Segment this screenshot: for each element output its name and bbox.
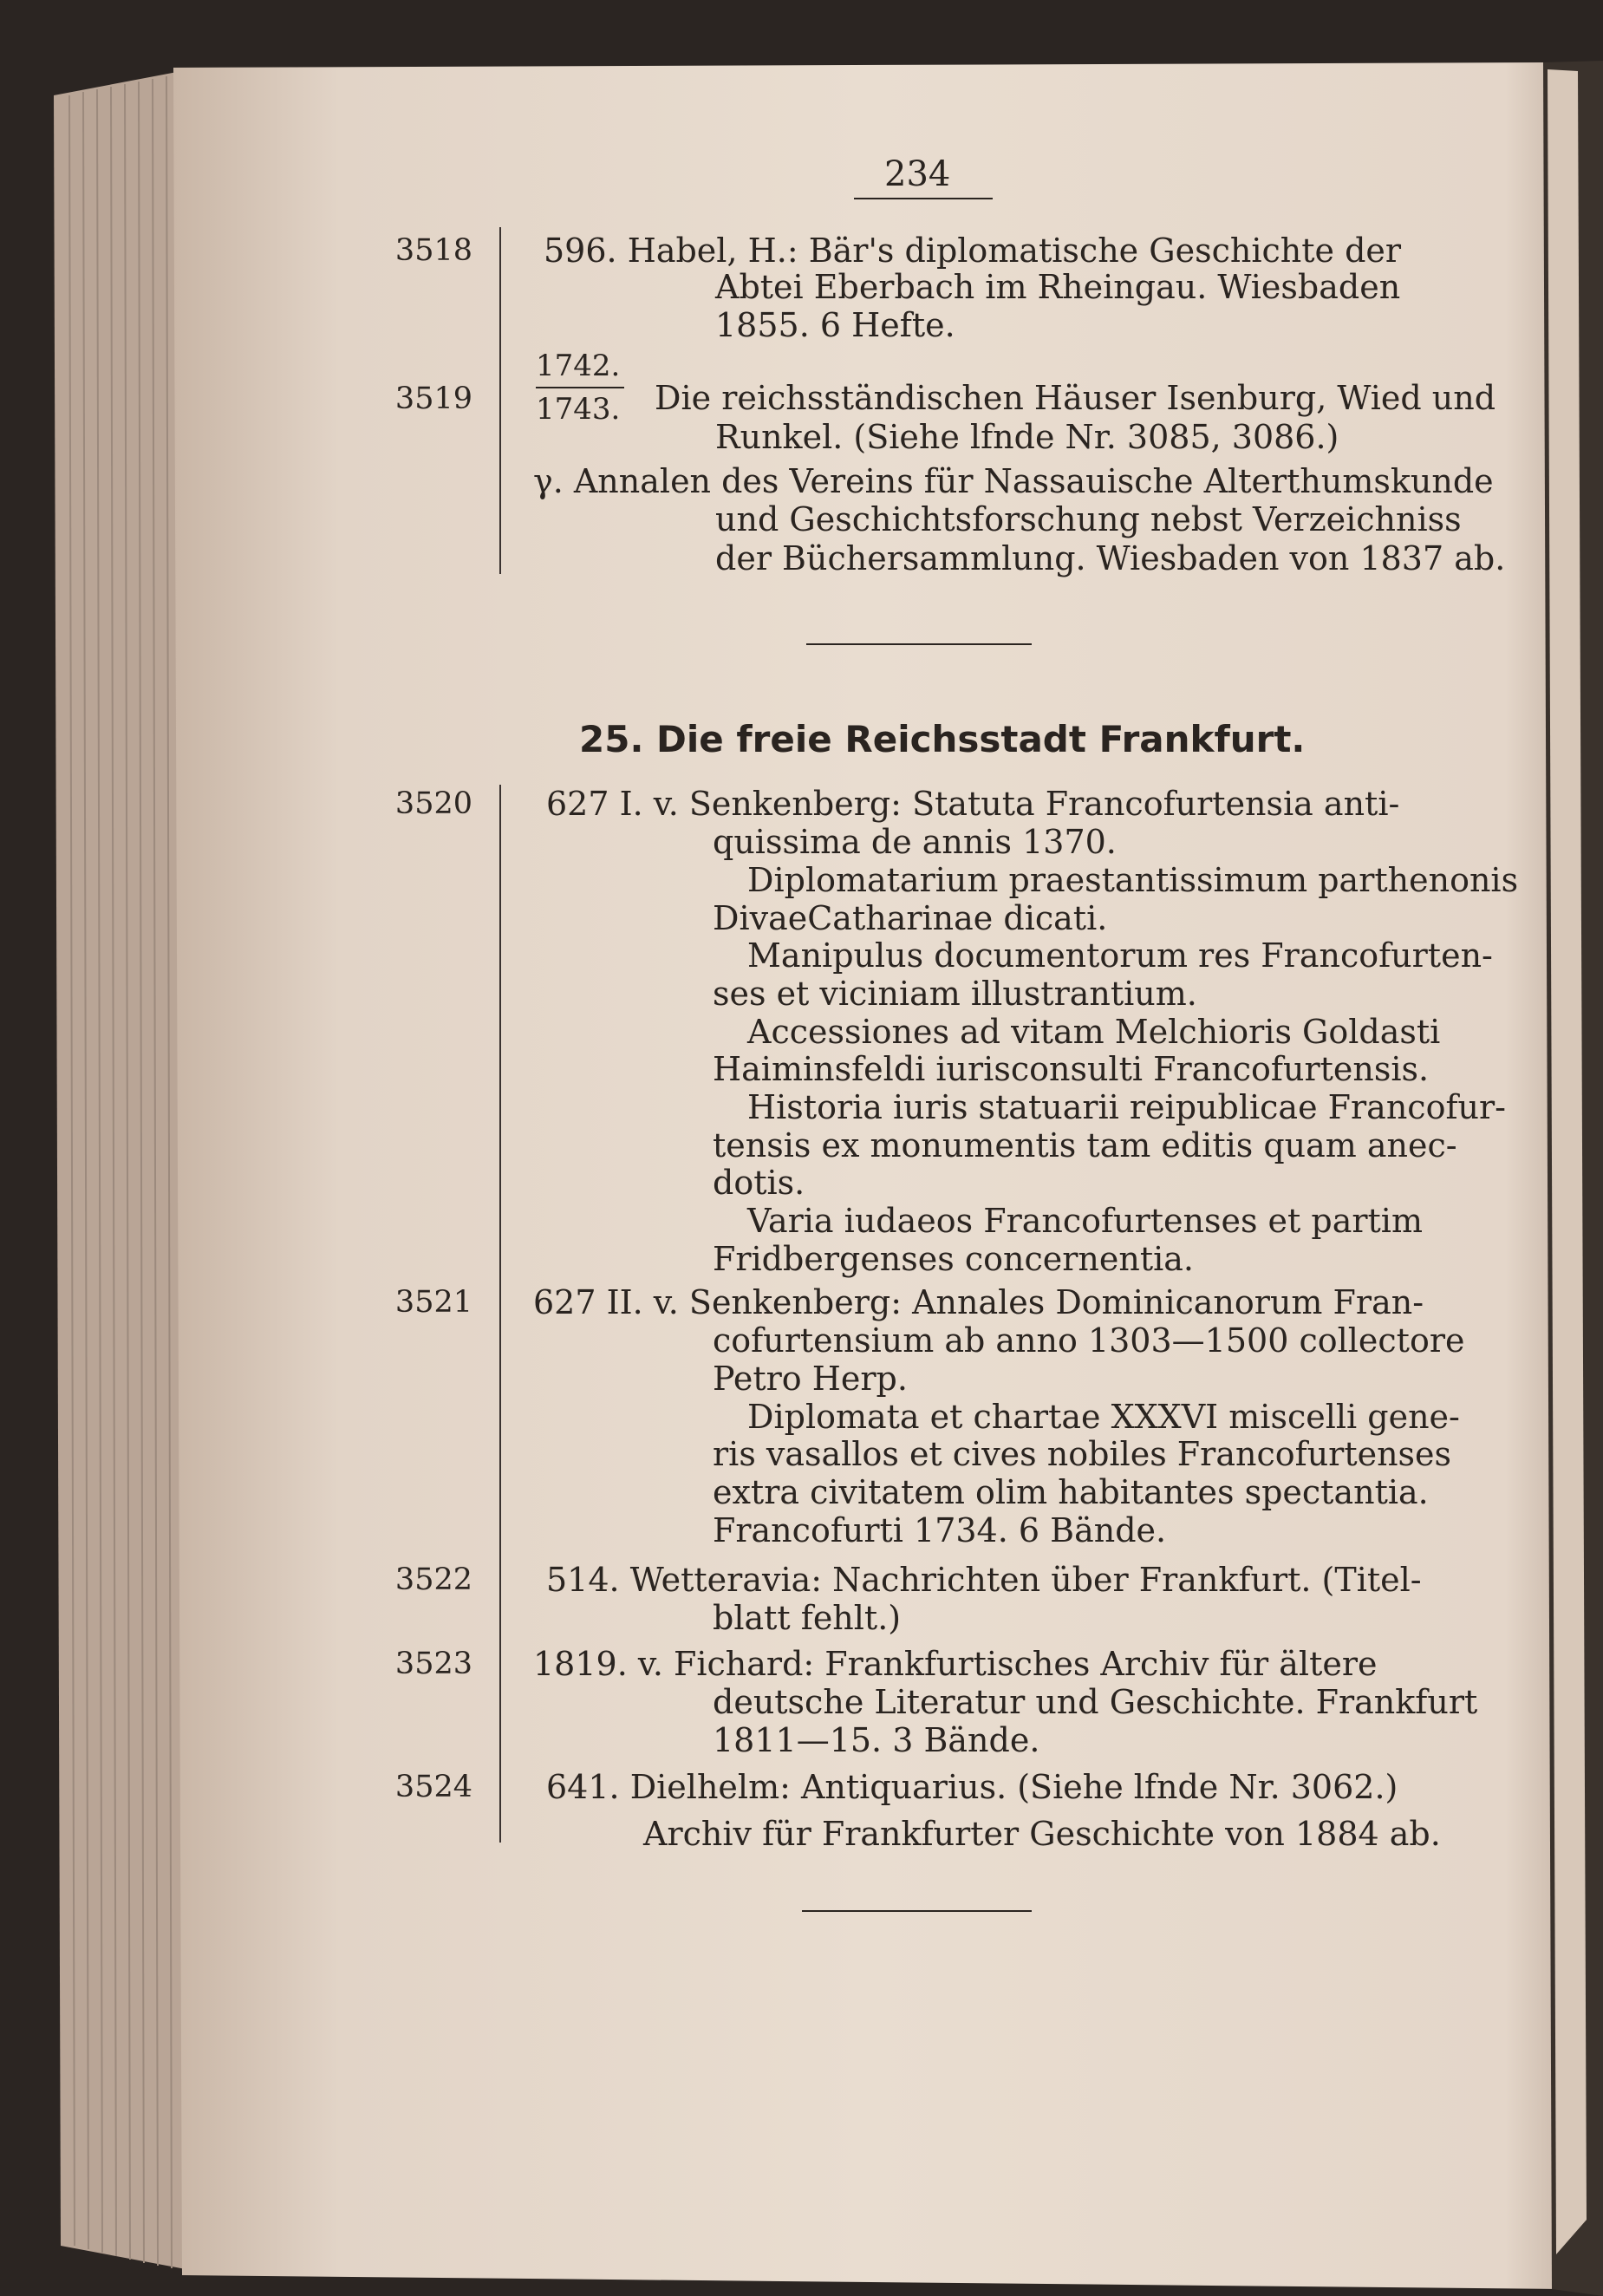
entry-number: 3519	[394, 382, 472, 416]
column-divider-top	[499, 227, 501, 574]
entry-text: Archiv für Frankfurter Geschichte von 1884 ab.	[643, 1815, 1441, 1853]
entry-text: Accessiones ad vitam Melchioris Goldasti	[747, 1013, 1441, 1051]
entry-text: Haiminsfeldi iurisconsulti Francofurtensis.	[713, 1050, 1430, 1088]
entry-text: Varia iudaeos Francofurtenses et partim	[747, 1202, 1423, 1240]
entry-number: 3522	[394, 1562, 472, 1597]
entry-text: Runkel. (Siehe lfnde Nr. 3085, 3086.)	[715, 418, 1339, 456]
entry-number: 3520	[394, 786, 472, 821]
entry-text: ses et viciniam illustrantium.	[713, 975, 1197, 1013]
entry-text: deutsche Literatur und Geschichte. Frankfurt	[713, 1683, 1478, 1721]
page-number-rule	[854, 198, 993, 199]
entry-text: quissima de annis 1370.	[713, 823, 1117, 861]
entry-text: cofurtensium ab anno 1303—1500 collectore	[713, 1321, 1465, 1360]
entry-number: 3518	[394, 233, 472, 268]
entry-text: 1811—15. 3 Bände.	[713, 1721, 1040, 1759]
entry-number: 3523	[394, 1647, 472, 1681]
entry-text: Manipulus documentorum res Francofurten-	[747, 936, 1493, 975]
entry-text: Petro Herp.	[713, 1360, 908, 1398]
end-separator	[802, 1910, 1032, 1912]
entry-text: 514. Wetteravia: Nachrichten über Frankfurt. (Titel-	[546, 1561, 1422, 1599]
entry-text: Diplomatarium praestantissimum parthenonis	[747, 861, 1519, 899]
entry-text: der Büchersammlung. Wiesbaden von 1837 ab.	[715, 539, 1506, 577]
entry-text: γ. Annalen des Vereins für Nassauische Alterthumskunde	[533, 462, 1494, 500]
entry-text: blatt fehlt.)	[713, 1599, 902, 1637]
entry-text: Diplomata et chartae XXXVI miscelli gene-	[747, 1398, 1460, 1436]
fraction-numerator: 1742.	[536, 349, 621, 383]
entry-text: tensis ex monumentis tam editis quam anec-	[713, 1126, 1457, 1164]
entry-text: 627 II. v. Senkenberg: Annales Dominicanorum Fran-	[533, 1283, 1424, 1321]
entry-text: Abtei Eberbach im Rheingau. Wiesbaden	[715, 268, 1401, 306]
entry-text: und Geschichtsforschung nebst Verzeichniss	[715, 500, 1462, 538]
entry-text: ris vasallos et cives nobiles Francofurtenses	[713, 1435, 1452, 1473]
entry-text: 641. Dielhelm: Antiquarius. (Siehe lfnde Nr. 3062.)	[546, 1768, 1398, 1806]
entry-number: 3521	[394, 1285, 472, 1320]
entry-text: extra civitatem olim habitantes spectantia.	[713, 1473, 1429, 1511]
entry-text: Fridbergenses concernentia.	[713, 1240, 1195, 1278]
entry-text: Historia iuris statuarii reipublicae Francofur-	[747, 1088, 1507, 1126]
entry-text: DivaeCatharinae dicati.	[713, 899, 1108, 937]
fraction-bar	[536, 387, 624, 388]
entry-text: Die reichsständischen Häuser Isenburg, Wied und	[655, 379, 1496, 417]
section-heading: 25. Die freie Reichsstadt Frankfurt.	[579, 718, 1306, 760]
entry-text: dotis.	[713, 1164, 805, 1202]
entry-text: 1819. v. Fichard: Frankfurtisches Archiv für ältere	[533, 1645, 1378, 1683]
entry-text: 627 I. v. Senkenberg: Statuta Francofurtensia anti-	[546, 785, 1400, 823]
entry-text: 596. Habel, H.: Bär's diplomatische Geschichte der	[544, 232, 1402, 270]
entry-number: 3524	[394, 1770, 472, 1804]
section-separator	[806, 643, 1032, 645]
entry-text: 1855. 6 Hefte.	[715, 306, 955, 344]
entry-text: Francofurti 1734. 6 Bände.	[713, 1511, 1167, 1549]
fraction-denominator: 1743.	[536, 392, 621, 427]
column-divider-bottom	[499, 785, 501, 1843]
page-number: 234	[884, 154, 951, 194]
